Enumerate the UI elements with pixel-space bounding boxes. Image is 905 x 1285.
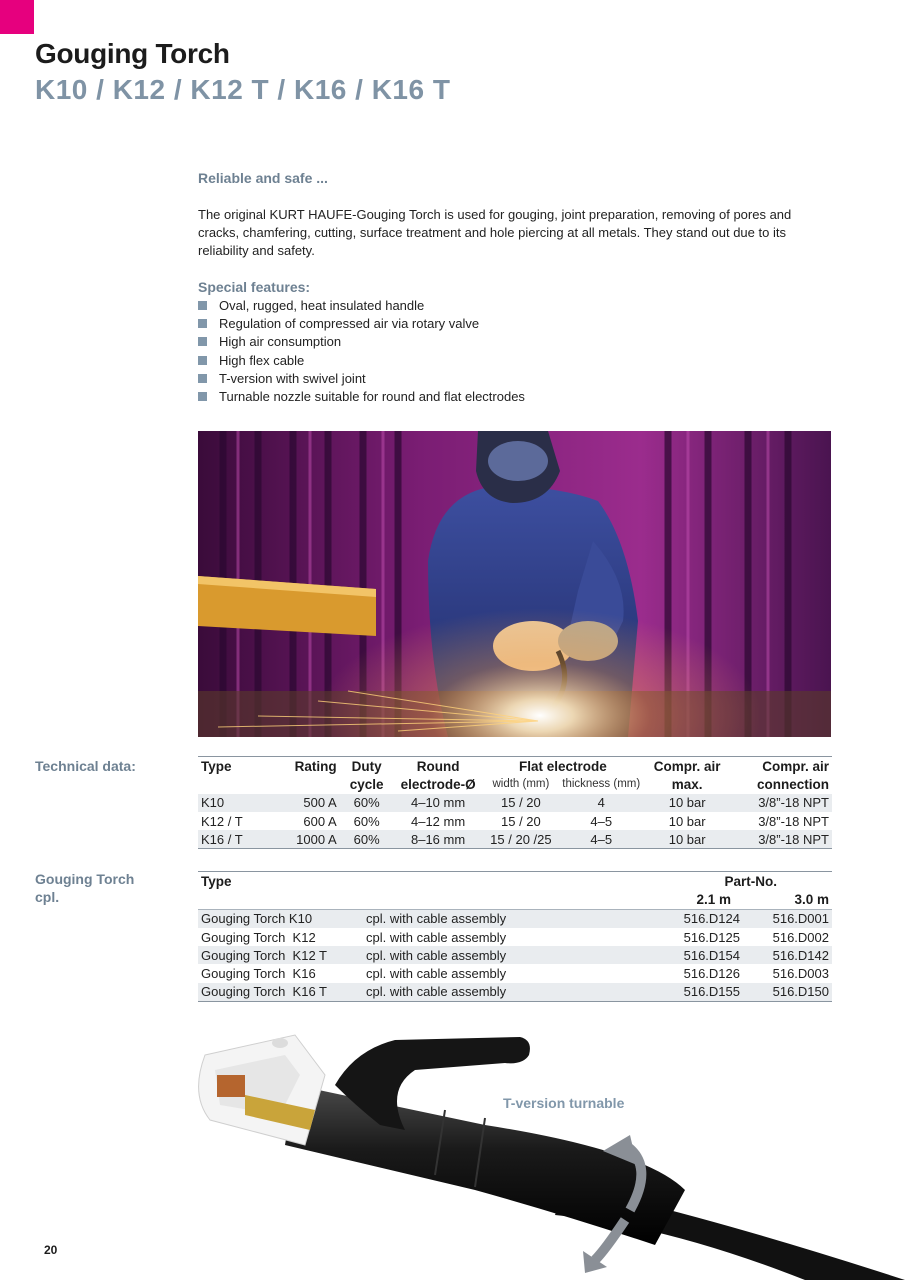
cell-part-2-1: 516.D126 [683,966,740,982]
col-rating: Rating [276,757,340,776]
technical-data-label: Technical data: [35,758,136,774]
cell-part-2-1: 516.D125 [683,929,740,945]
cell-round: 4–12 mm [410,813,466,829]
cell-duty: 60% [353,813,380,829]
table-row [198,946,832,964]
table-header-row [198,775,832,793]
col-duty-sub: cycle [349,776,384,792]
col-round: Round [394,757,483,776]
square-bullet-icon [198,392,207,401]
gouging-torch-illustration [185,1015,905,1280]
table-row [198,964,832,982]
table-header-row [198,757,832,776]
cell-type: Gouging Torch K10 [198,909,363,928]
table-row [198,794,832,812]
col-air-conn: Compr. air [731,757,832,776]
cell-type: Gouging Torch K16 [201,966,316,982]
col-round-sub: electrode-Ø [400,776,476,792]
table-row [198,909,832,928]
cell-rating: 500 A [276,794,340,812]
accent-square [0,0,34,34]
table-header-row [198,890,832,909]
col-len-3-0: 3.0 m [743,890,832,909]
cell-width: 15 / 20 /25 [483,830,560,849]
cell-thickness: 4–5 [559,830,643,849]
col-part-no: Part-No. [653,872,832,891]
cell-part-3-0: 516.D003 [772,966,829,982]
cell-duty: 60% [340,830,394,849]
cell-part-3-0: 516.D001 [743,909,832,928]
col-flat-width: width (mm) [492,778,550,791]
parts-label: Gouging Torch cpl. [35,871,135,905]
feature-item: Turnable nozzle suitable for round and flat electrodes [198,388,525,406]
welder-photo [198,431,831,737]
cell-type: Gouging Torch K12 T [198,946,363,964]
cell-duty: 60% [340,794,394,812]
cell-thickness: 4 [559,794,643,812]
table-row [198,983,832,1002]
cell-connection: 3/8”-18 NPT [758,813,829,829]
square-bullet-icon [198,374,207,383]
feature-item: T-version with swivel joint [198,370,525,388]
cell-part-3-0: 516.D002 [772,929,829,945]
cell-part-3-0: 516.D142 [743,946,832,964]
page-number: 20 [44,1243,58,1257]
cell-round: 8–16 mm [394,830,483,849]
cell-part-2-1: 516.D154 [653,946,743,964]
cell-part-2-1: 516.D124 [653,909,743,928]
col-air-max-sub: max. [671,776,703,792]
square-bullet-icon [198,301,207,310]
cell-rating: 1000 A [276,830,340,849]
col-air-max: Compr. air [643,757,731,776]
cell-round: 4–10 mm [394,794,483,812]
square-bullet-icon [198,337,207,346]
col-duty: Duty [340,757,394,776]
cell-type: Gouging Torch K16 T [198,983,363,1002]
col-len-2-1: 2.1 m [653,890,743,909]
square-bullet-icon [198,319,207,328]
feature-item: High air consumption [198,333,525,351]
cell-desc: cpl. with cable assembly [363,909,653,928]
cell-type: K10 [198,794,276,812]
feature-item: High flex cable [198,352,525,370]
cell-rating: 600 A [303,813,337,829]
col-flat-thickness: thickness (mm) [562,778,641,791]
feature-item: Oval, rugged, heat insulated handle [198,297,525,315]
table-row [198,928,832,946]
cell-part-2-1: 516.D155 [653,983,743,1002]
cell-desc: cpl. with cable assembly [363,983,653,1002]
part-numbers-table [198,871,832,1002]
table-row [198,830,832,849]
cell-type: Gouging Torch K12 [201,929,316,945]
cell-desc: cpl. with cable assembly [366,966,507,982]
feature-item: Regulation of compressed air via rotary valve [198,315,525,333]
square-bullet-icon [198,356,207,365]
cell-type: K16 / T [198,830,276,849]
cell-width: 15 / 20 [483,794,560,812]
cell-type: K12 / T [201,813,243,829]
features-heading: Special features: [198,279,311,295]
col-air-conn-sub: connection [756,776,829,792]
cell-desc: cpl. with cable assembly [366,929,507,945]
cell-thickness: 4–5 [590,813,613,829]
technical-data-table [198,756,832,849]
cell-width: 15 / 20 [501,813,541,829]
cell-air-max: 10 bar [643,830,731,849]
table-header-row [198,872,832,891]
col-flat: Flat electrode [483,757,644,776]
cell-part-3-0: 516.D150 [743,983,832,1002]
col-type: Type [198,872,363,891]
intro-heading: Reliable and safe ... [198,170,328,186]
page-title: Gouging Torch [35,38,230,69]
cell-connection: 3/8”-18 NPT [731,794,832,812]
table-row [198,812,832,830]
cell-desc: cpl. with cable assembly [363,946,653,964]
intro-text: The original KURT HAUFE-Gouging Torch is used for gouging, joint preparation, removing of pores and cracks, chamfering, cutting, surface treatment and hole piercing at all metals. They stand out due to its reliability and safety. [198,207,792,258]
features-list [198,297,525,406]
cell-connection: 3/8”-18 NPT [731,830,832,849]
cell-air-max: 10 bar [668,813,706,829]
torch-caption: T-version turnable [503,1095,625,1111]
col-type: Type [198,757,276,776]
page-subtitle: K10 / K12 / K12 T / K16 / K16 T [35,74,451,105]
cell-air-max: 10 bar [643,794,731,812]
